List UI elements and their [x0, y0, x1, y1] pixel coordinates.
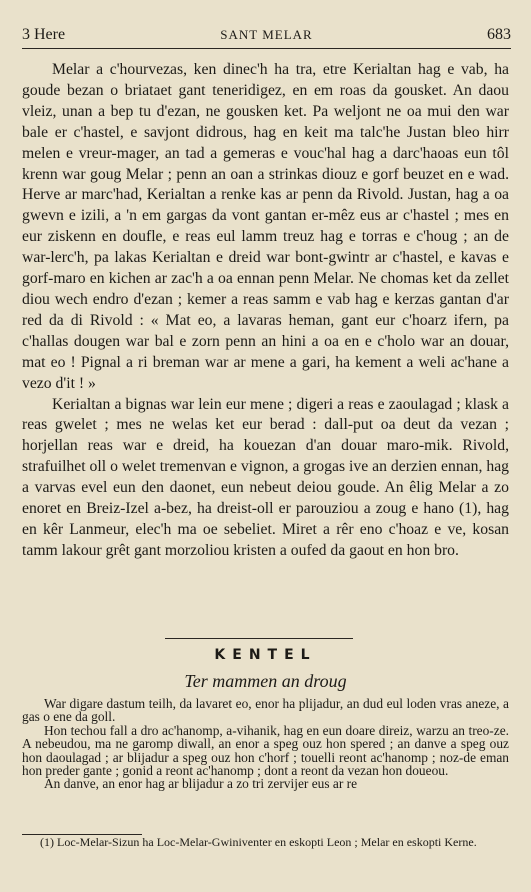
running-title: SANT MELAR	[220, 27, 313, 42]
footnote-text: (1) Loc-Melar-Sizun ha Loc-Melar-Gwiniventer en eskopti Leon ; Melar en eskopti Kerne.	[40, 835, 477, 849]
paragraph: Kerialtan a bignas war lein eur mene ; digeri a reas e zaoulagad ; klask a reas gwelet ; mes ne welas ket eur berad : dall-put oa deut da vezan ; horjellan reas war e dreid, ha kouezan d'an douar maro-mik. Rivold, strafuilhet oll o welet tremenvan e vignon, a grogas ive an derzien ennan, hag a varvas evel eun den daonet, eun nebeut deiou goude. An êlig Melar a zo enoret en Breiz-Izel a-bez, ha dreist-oll er parouziou a zoug e hano (1), hag en kêr Lanmeur, elec'h ma oe sebeliet. Miret a rêr eno c'hoaz e ve, kosan tamm lakour grêt gant morzoliou kristen a oufed da gaout en hon bro.	[22, 395, 509, 559]
page-number: 683	[487, 26, 511, 43]
paragraph: War digare dastum teilh, da lavaret eo, enor ha plijadur, an dud eul loden vras aneze, a gas o ene da goll.	[22, 696, 509, 725]
main-text	[22, 60, 509, 562]
paragraph: An danve, an enor hag ar blijadur a zo tri zervijer eus ar re	[44, 776, 358, 792]
paragraph: Hon techou fall a dro ac'hanomp, a-vihanik, hag en eun doare direiz, warzu an treo-ze. A nebeudou, ma ne garomp diwall, an enor a speg ouz hon spered ; an danve a speg ouz hon daoulagad ; ar blijadur a speg ouz hon c'horf ; touelli reont ac'hanomp ; noz-de eman hon preder gante ; gonid a reont ac'hanomp ; dont a reont da vezan hon doueou.	[22, 722, 509, 779]
section-title: KENTEL	[214, 647, 317, 663]
section-subtitle: Ter mammen an droug	[184, 671, 347, 691]
header-left-label: 3 Here	[22, 26, 66, 43]
lesson-text	[22, 697, 509, 791]
footnote	[22, 836, 509, 849]
paragraph: Melar a c'hourvezas, ken dinec'h ha tra, etre Kerialtan hag e vab, ha goude bezan o briataet gant teneridigez, en em roas da gousket. An daou vleiz, unan a bep tu d'ezan, ne gousken ket. Pa weljont ne oa mui den war bale er c'hastel, e savjont didrous, hag en keit ma talc'he Justan bleo hirr melen e vreur-mager, an tad a gemeras e vouc'hal hag a darc'haoas eun tôl krenn war goug Melar ; penn an oan a strinkas diouz e gorf beuzet en e wad. Herve ar marc'had, Kerialtan a renke kas ar penn da Rivold. Justan, hag a oa gwevn e izili, a 'n em gargas da vont gantan er-mêz eus ar c'hastel ; mes en eur ziskenn en doufle, e reas eul lamm treuz hag e torras e c'houg ; an de war-lerc'h, pa lakas Kerialtan e dreid war bont-gwintr ar c'hastel, e kavas e gorf-maro en kichen ar zac'h a oa ennan penn Melar. Ne chomas ket da zellet diou wech endro d'ezan ; kemer a reas samm e vab hag e kerzas gantan d'ar red da di Rivold : « Mat eo, a lavaras heman, gant eur c'hoarz ifern, pa c'hallas dougen war bal e zorn penn an hini a oa en e c'holo war an douar, mat eo ! Pignal a ri breman war ar mene a gari, ha kement a weli ac'hane a vezo d'it ! »	[22, 61, 509, 392]
header-rule	[22, 48, 511, 49]
running-header	[22, 22, 511, 48]
section-divider	[165, 638, 353, 639]
